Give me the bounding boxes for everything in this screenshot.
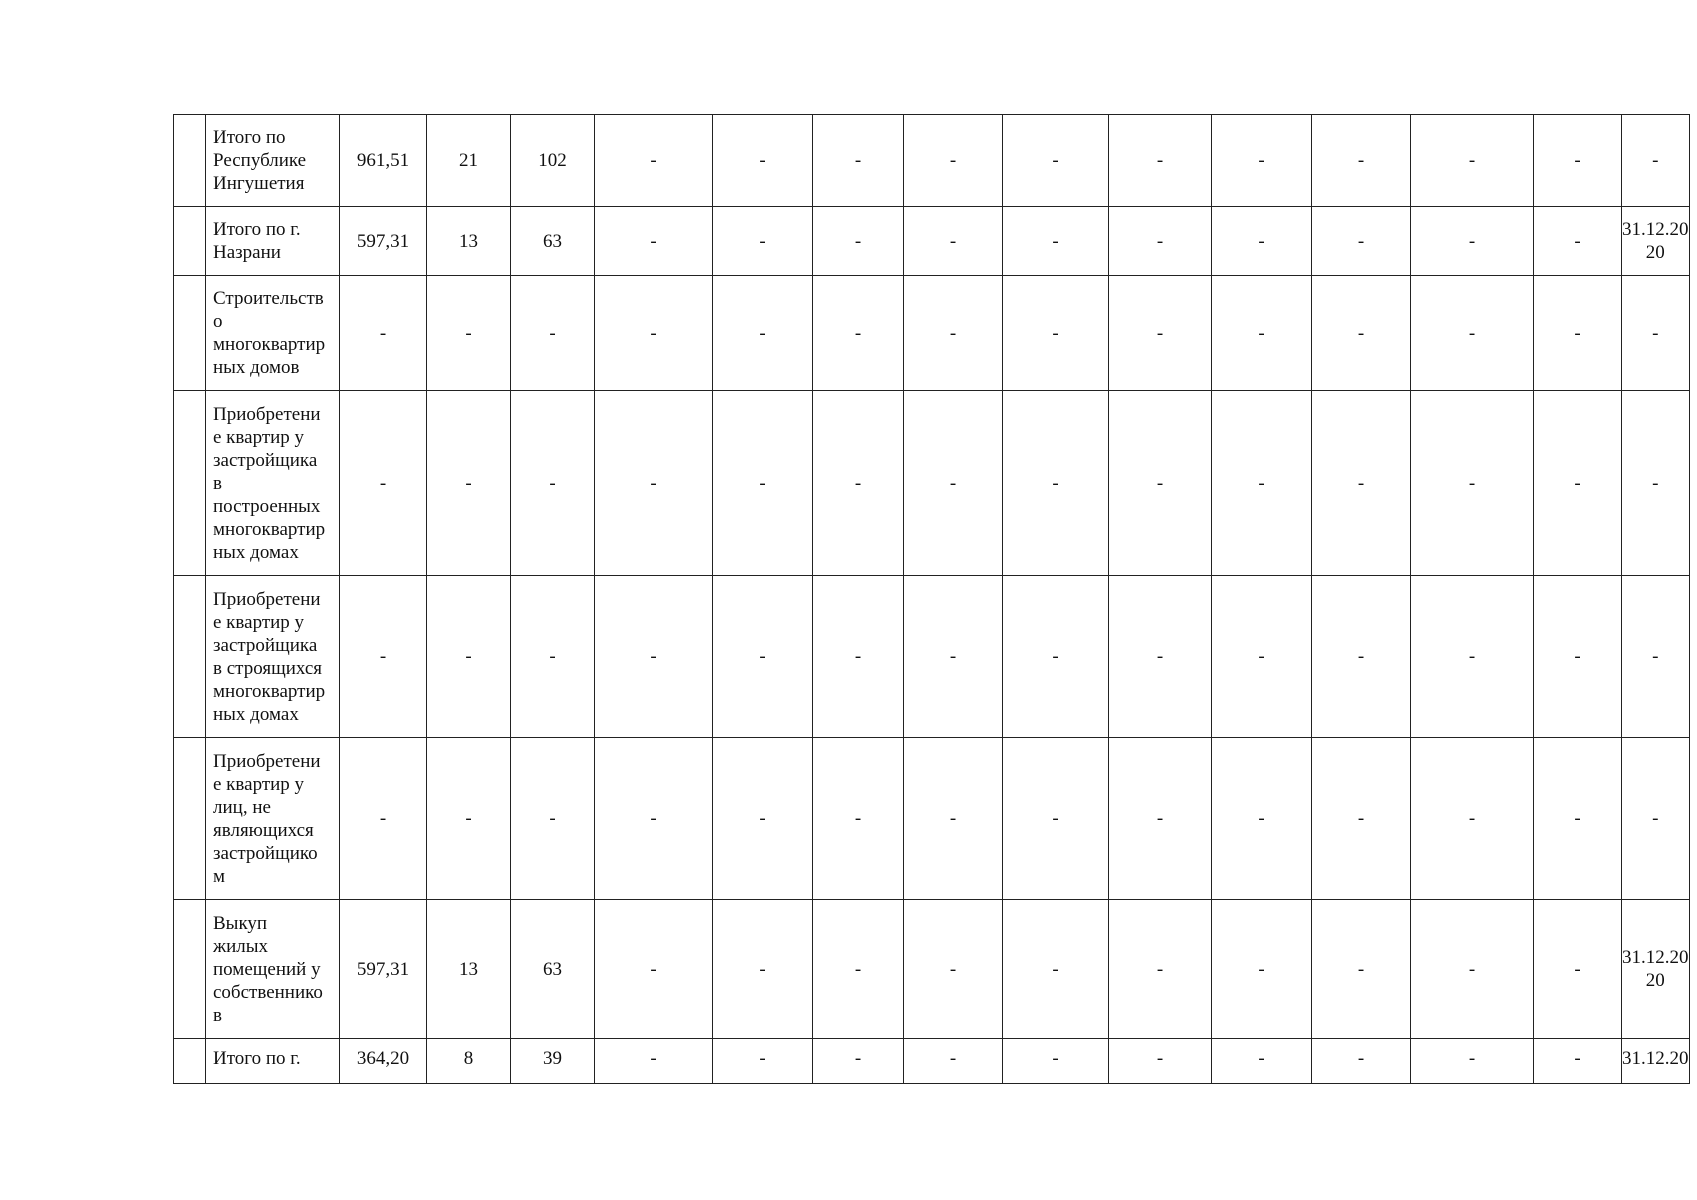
value-cell: - xyxy=(1411,1039,1534,1084)
value-cell: - xyxy=(1534,391,1622,576)
value-cell: - xyxy=(1312,900,1411,1039)
value-cell: - xyxy=(904,391,1003,576)
value-cell: 961,51 xyxy=(340,115,427,207)
value-cell: - xyxy=(1003,276,1109,391)
value-cell: 39 xyxy=(511,1039,595,1084)
value-cell: - xyxy=(1003,738,1109,900)
value-cell: - xyxy=(1534,115,1622,207)
value-cell: - xyxy=(813,115,904,207)
value-cell: - xyxy=(427,391,511,576)
value-cell: 364,20 xyxy=(340,1039,427,1084)
table-row xyxy=(174,576,1690,738)
value-cell: - xyxy=(1109,391,1212,576)
value-cell: - xyxy=(1109,738,1212,900)
value-cell: 13 xyxy=(427,900,511,1039)
value-cell: - xyxy=(1312,738,1411,900)
row-name-cell: Итого по г. xyxy=(206,1039,340,1084)
value-cell: - xyxy=(1534,276,1622,391)
value-cell: - xyxy=(1212,276,1312,391)
row-number-cell xyxy=(174,738,206,900)
value-cell: - xyxy=(595,276,713,391)
value-cell: 21 xyxy=(427,115,511,207)
data-table xyxy=(173,114,1690,1084)
value-cell: - xyxy=(713,1039,813,1084)
value-cell: - xyxy=(713,207,813,276)
value-cell: - xyxy=(595,391,713,576)
value-cell: - xyxy=(1534,738,1622,900)
value-cell: - xyxy=(713,738,813,900)
date-cell: - xyxy=(1622,576,1690,738)
value-cell: - xyxy=(1212,1039,1312,1084)
value-cell: - xyxy=(1411,576,1534,738)
row-number-cell xyxy=(174,391,206,576)
value-cell: - xyxy=(595,738,713,900)
value-cell: - xyxy=(595,900,713,1039)
row-name-cell: Строительств о многоквартир ных домов xyxy=(206,276,340,391)
value-cell: - xyxy=(1534,900,1622,1039)
row-name-cell: Приобретени е квартир у застройщика в построенных многоквартир ных домах xyxy=(206,391,340,576)
table-row xyxy=(174,276,1690,391)
row-number-cell xyxy=(174,1039,206,1084)
value-cell: - xyxy=(1212,576,1312,738)
value-cell: - xyxy=(1212,900,1312,1039)
value-cell: - xyxy=(340,738,427,900)
value-cell: - xyxy=(713,576,813,738)
value-cell: - xyxy=(1109,900,1212,1039)
value-cell: - xyxy=(1003,207,1109,276)
value-cell: - xyxy=(713,115,813,207)
value-cell: - xyxy=(1411,276,1534,391)
value-cell: - xyxy=(904,738,1003,900)
value-cell: - xyxy=(340,391,427,576)
row-number-cell xyxy=(174,276,206,391)
row-name-cell: Приобретени е квартир у застройщика в строящихся многоквартир ных домах xyxy=(206,576,340,738)
table-row xyxy=(174,738,1690,900)
value-cell: - xyxy=(904,576,1003,738)
value-cell: - xyxy=(427,576,511,738)
value-cell: - xyxy=(1003,391,1109,576)
value-cell: - xyxy=(813,207,904,276)
value-cell: - xyxy=(1411,207,1534,276)
value-cell: - xyxy=(1212,115,1312,207)
value-cell: - xyxy=(904,207,1003,276)
date-cell: 31.12.20 20 xyxy=(1622,900,1690,1039)
date-cell: 31.12.20 xyxy=(1622,1039,1690,1084)
value-cell: - xyxy=(595,115,713,207)
value-cell: - xyxy=(1534,207,1622,276)
table-row xyxy=(174,1039,1690,1084)
value-cell: - xyxy=(1312,391,1411,576)
value-cell: - xyxy=(1534,1039,1622,1084)
row-number-cell xyxy=(174,115,206,207)
value-cell: - xyxy=(713,391,813,576)
value-cell: - xyxy=(1109,576,1212,738)
table-row xyxy=(174,207,1690,276)
date-cell: - xyxy=(1622,115,1690,207)
table-row xyxy=(174,115,1690,207)
value-cell: - xyxy=(1003,900,1109,1039)
value-cell: - xyxy=(511,576,595,738)
date-cell: - xyxy=(1622,391,1690,576)
value-cell: - xyxy=(1109,276,1212,391)
value-cell: - xyxy=(813,738,904,900)
table-row xyxy=(174,900,1690,1039)
value-cell: 8 xyxy=(427,1039,511,1084)
row-name-cell: Приобретени е квартир у лиц, не являющихся застройщико м xyxy=(206,738,340,900)
value-cell: - xyxy=(1003,1039,1109,1084)
value-cell: - xyxy=(1212,738,1312,900)
row-number-cell xyxy=(174,207,206,276)
value-cell: 63 xyxy=(511,207,595,276)
value-cell: 597,31 xyxy=(340,207,427,276)
value-cell: - xyxy=(1312,276,1411,391)
value-cell: - xyxy=(1411,738,1534,900)
value-cell: - xyxy=(904,1039,1003,1084)
value-cell: - xyxy=(813,900,904,1039)
row-name-cell: Итого по г. Назрани xyxy=(206,207,340,276)
value-cell: - xyxy=(813,276,904,391)
value-cell: - xyxy=(904,276,1003,391)
value-cell: - xyxy=(1411,391,1534,576)
table-body xyxy=(174,115,1690,1084)
row-number-cell xyxy=(174,576,206,738)
value-cell: - xyxy=(595,1039,713,1084)
value-cell: 102 xyxy=(511,115,595,207)
table-row xyxy=(174,391,1690,576)
value-cell: - xyxy=(1003,115,1109,207)
value-cell: - xyxy=(595,207,713,276)
value-cell: 63 xyxy=(511,900,595,1039)
value-cell: - xyxy=(595,576,713,738)
row-name-cell: Выкуп жилых помещений у собственнико в xyxy=(206,900,340,1039)
value-cell: - xyxy=(1312,576,1411,738)
value-cell: - xyxy=(1312,115,1411,207)
value-cell: - xyxy=(1212,207,1312,276)
value-cell: - xyxy=(904,115,1003,207)
value-cell: - xyxy=(1312,1039,1411,1084)
value-cell: - xyxy=(511,391,595,576)
value-cell: - xyxy=(1534,576,1622,738)
value-cell: - xyxy=(813,576,904,738)
value-cell: 13 xyxy=(427,207,511,276)
value-cell: - xyxy=(427,738,511,900)
value-cell: - xyxy=(713,276,813,391)
date-cell: - xyxy=(1622,738,1690,900)
value-cell: - xyxy=(1109,115,1212,207)
value-cell: - xyxy=(511,276,595,391)
value-cell: - xyxy=(1109,1039,1212,1084)
value-cell: - xyxy=(1003,576,1109,738)
value-cell: - xyxy=(340,576,427,738)
value-cell: - xyxy=(340,276,427,391)
row-number-cell xyxy=(174,900,206,1039)
value-cell: - xyxy=(511,738,595,900)
date-cell: 31.12.20 20 xyxy=(1622,207,1690,276)
value-cell: - xyxy=(1312,207,1411,276)
value-cell: - xyxy=(904,900,1003,1039)
value-cell: - xyxy=(713,900,813,1039)
value-cell: - xyxy=(813,391,904,576)
value-cell: - xyxy=(813,1039,904,1084)
value-cell: 597,31 xyxy=(340,900,427,1039)
row-name-cell: Итого по Республике Ингушетия xyxy=(206,115,340,207)
value-cell: - xyxy=(427,276,511,391)
value-cell: - xyxy=(1212,391,1312,576)
value-cell: - xyxy=(1411,900,1534,1039)
date-cell: - xyxy=(1622,276,1690,391)
value-cell: - xyxy=(1411,115,1534,207)
value-cell: - xyxy=(1109,207,1212,276)
